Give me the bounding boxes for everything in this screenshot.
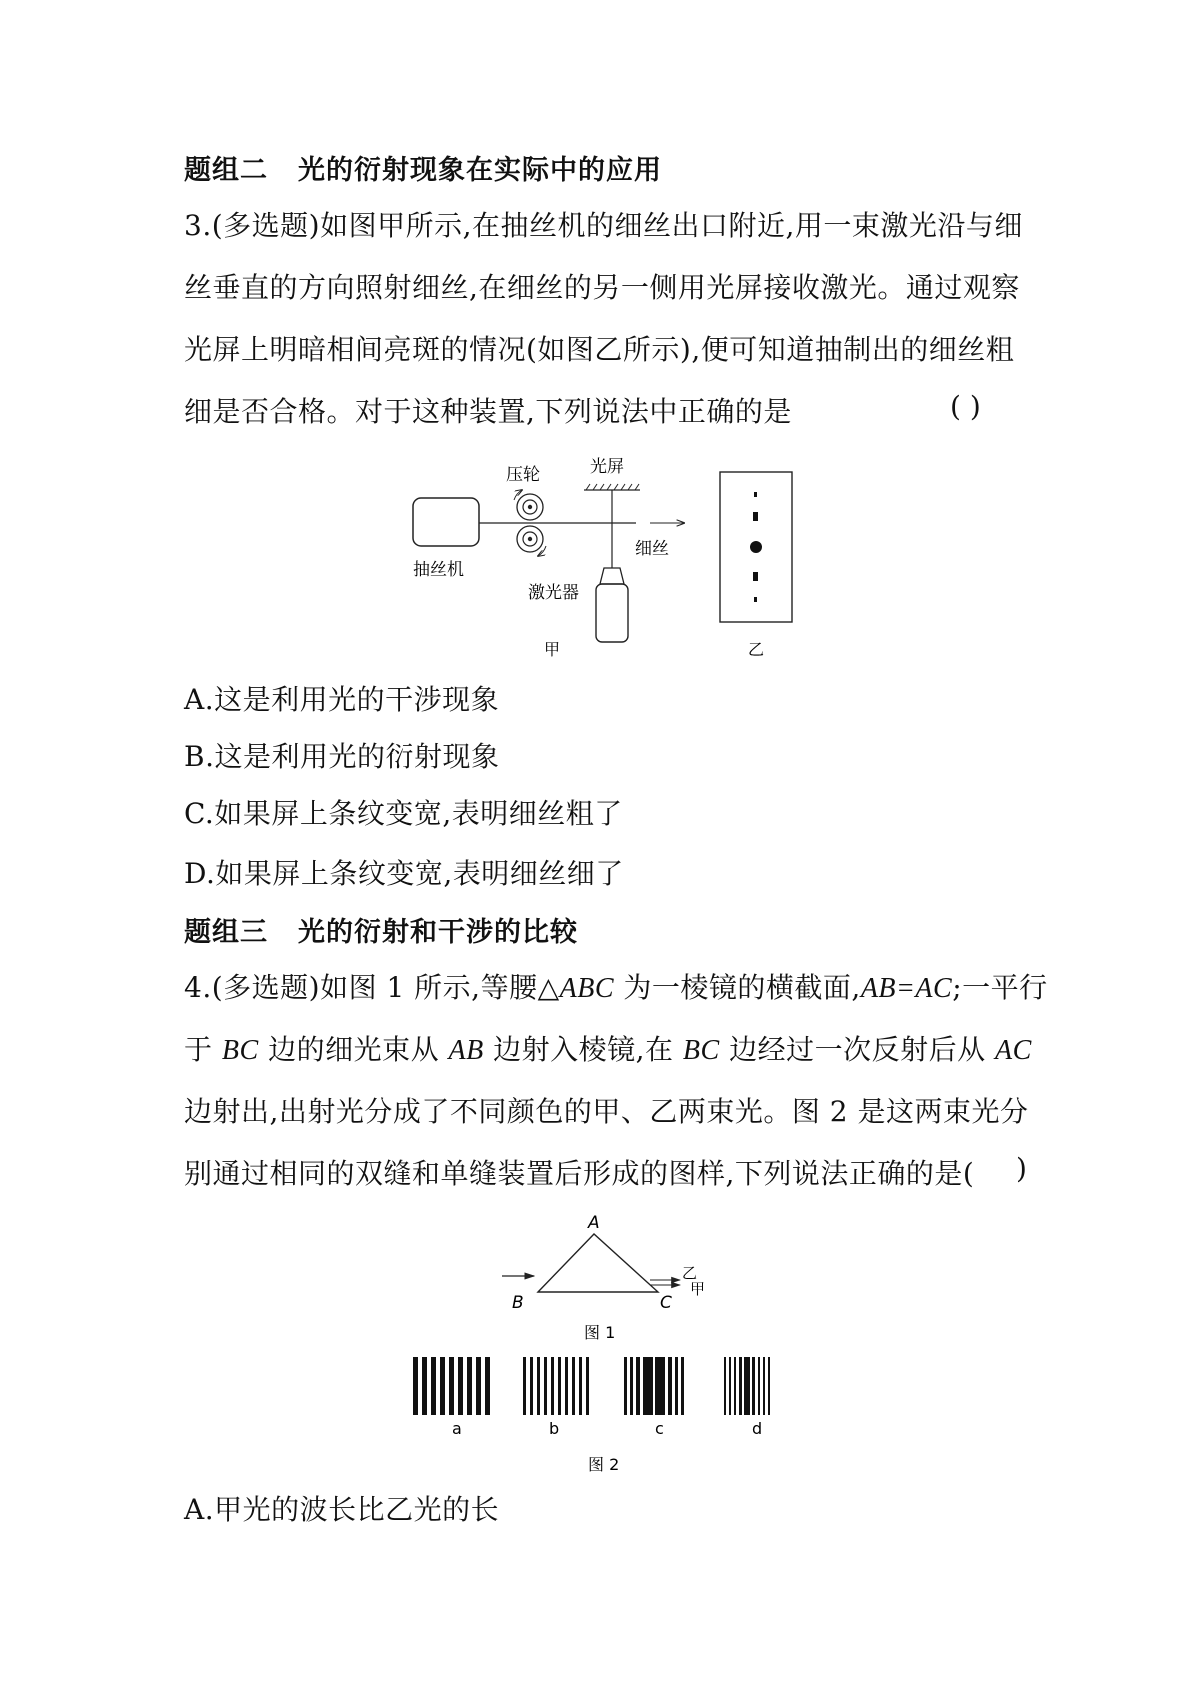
q4-edge-bc-2: BC xyxy=(682,1035,720,1066)
fringe-bar xyxy=(655,1357,665,1415)
fringe-bar xyxy=(440,1357,445,1415)
q3-figure xyxy=(400,440,820,660)
machine-label: 抽丝机 xyxy=(413,560,464,580)
fringe-bar xyxy=(734,1357,736,1415)
fringe-bar xyxy=(624,1357,627,1415)
q4-edge-ac: AC xyxy=(995,1035,1032,1066)
q4-equation-ab-ac: AB=AC xyxy=(860,973,953,1004)
fringe-bar xyxy=(485,1357,490,1415)
figure2-caption: 图 2 xyxy=(588,1455,620,1472)
fringe-bar xyxy=(729,1357,731,1415)
q3-answer-paren: ( ) xyxy=(950,390,981,423)
fringe-bar xyxy=(643,1357,653,1415)
group2-label: 题组二 xyxy=(184,155,268,186)
fringe-bar xyxy=(422,1357,427,1415)
q3-stem-line-3: 光屏上明暗相间亮斑的情况(如图乙所示),便可知道抽制出的细丝粗 xyxy=(184,333,1015,366)
q4-line2-text-b: 边的细光束从 xyxy=(258,1033,449,1066)
fringe-bar xyxy=(675,1357,678,1415)
fringe-bar xyxy=(537,1357,540,1415)
fringe-bar xyxy=(758,1357,760,1415)
q3-stem-line-1: 3.(多选题)如图甲所示,在抽丝机的细丝出口附近,用一束激光沿与细 xyxy=(184,209,1023,242)
fringe-bar xyxy=(630,1357,633,1415)
pattern-label-c: c xyxy=(655,1419,664,1438)
screen-label: 光屏 xyxy=(590,457,624,477)
q3-option-c: C.如果屏上条纹变宽,表明细丝粗了 xyxy=(184,797,623,830)
q4-stem-line-2 xyxy=(184,1028,1032,1068)
beam-yi-label: 乙 xyxy=(682,1264,698,1282)
vertex-a-label: A xyxy=(588,1213,600,1233)
caption-jia: 甲 xyxy=(544,640,561,659)
fringe-pattern-c xyxy=(624,1357,684,1415)
fringe-bar xyxy=(558,1357,561,1415)
fringe-pattern-d xyxy=(724,1357,770,1415)
fringe-bar xyxy=(458,1357,463,1415)
laser-label: 激光器 xyxy=(528,583,579,603)
fringe-bar xyxy=(681,1357,684,1415)
pattern-label-b: b xyxy=(549,1419,560,1438)
fringe-bar xyxy=(752,1357,755,1415)
fringe-bar xyxy=(413,1357,418,1415)
q4-stem-line-3: 边射出,出射光分成了不同颜色的甲、乙两束光。图 2 是这两束光分 xyxy=(184,1095,1029,1128)
diffraction-spots xyxy=(750,492,762,602)
vertex-c-label: C xyxy=(660,1293,672,1313)
wire-drawing-machine-box xyxy=(413,498,479,546)
fringe-bar xyxy=(636,1357,640,1415)
q4-line2-text-d: 边经过一次反射后从 xyxy=(719,1033,996,1066)
q4-triangle-abc: ABC xyxy=(559,973,615,1004)
q3-stem-line-4: 细是否合格。对于这种装置,下列说法中正确的是 xyxy=(184,395,792,428)
fringe-bar xyxy=(467,1357,472,1415)
fringe-bar xyxy=(586,1357,589,1415)
q3-option-a: A.这是利用光的干涉现象 xyxy=(184,683,500,716)
pattern-label-d: d xyxy=(752,1419,763,1438)
q4-edge-bc-1: BC xyxy=(221,1035,259,1066)
fringe-bar xyxy=(724,1357,726,1415)
laser-device xyxy=(596,584,628,642)
fringe-bar xyxy=(449,1357,454,1415)
q3-stem-line-2: 丝垂直的方向照射细丝,在细丝的另一侧用光屏接收激光。通过观察 xyxy=(184,271,1020,304)
fringe-bar xyxy=(744,1357,750,1415)
fringe-bar xyxy=(431,1357,436,1415)
fringe-pattern-b xyxy=(523,1357,589,1415)
fringe-bar xyxy=(476,1357,481,1415)
fringe-bar xyxy=(739,1357,742,1415)
section-heading-group2 xyxy=(184,148,662,187)
q4-stem-line-1 xyxy=(184,966,1048,1006)
fringe-bar xyxy=(530,1357,533,1415)
fringe-bar xyxy=(551,1357,554,1415)
screen-hatch xyxy=(584,484,640,490)
figure1-caption: 图 1 xyxy=(584,1323,616,1340)
group2-title: 光的衍射现象在实际中的应用 xyxy=(298,155,662,186)
beam-jia-label: 甲 xyxy=(690,1280,706,1298)
q4-figure-2 xyxy=(410,1352,810,1472)
q4-stem-line-4: 别通过相同的双缝和单缝装置后形成的图样,下列说法正确的是( xyxy=(184,1157,975,1190)
fringe-bar xyxy=(763,1357,765,1415)
q4-line1-text-a: 4.(多选题)如图 1 所示,等腰△ xyxy=(184,971,560,1004)
group3-title: 光的衍射和干涉的比较 xyxy=(298,917,578,948)
q3-option-d: D.如果屏上条纹变宽,表明细丝细了 xyxy=(184,857,624,890)
fringe-bar xyxy=(572,1357,575,1415)
pressure-wheel-label: 压轮 xyxy=(506,465,540,485)
caption-yi: 乙 xyxy=(748,640,765,659)
fringe-pattern-a xyxy=(413,1357,490,1415)
q4-option-a: A.甲光的波长比乙光的长 xyxy=(184,1493,500,1526)
q4-answer-paren-close: ) xyxy=(1016,1152,1027,1185)
q4-line2-text-c: 边射入棱镜,在 xyxy=(483,1033,683,1066)
fringe-bar xyxy=(768,1357,770,1415)
fringe-bar xyxy=(523,1357,526,1415)
laser-nozzle xyxy=(600,568,624,584)
q3-option-b: B.这是利用光的衍射现象 xyxy=(184,740,500,773)
fringe-bar xyxy=(544,1357,547,1415)
group3-label: 题组三 xyxy=(184,917,268,948)
section-heading-group3 xyxy=(184,910,578,949)
fringe-bar xyxy=(579,1357,582,1415)
prism-triangle xyxy=(538,1234,658,1292)
fringe-bar xyxy=(668,1357,672,1415)
q4-line1-text-b: 为一棱镜的横截面, xyxy=(614,971,861,1004)
vertex-b-label: B xyxy=(512,1293,524,1313)
q4-line2-text-a: 于 xyxy=(184,1033,222,1066)
wire-label: 细丝 xyxy=(635,539,669,559)
q4-line1-text-c: ;一平行 xyxy=(952,971,1048,1004)
pattern-label-a: a xyxy=(452,1419,462,1438)
fringe-bar xyxy=(565,1357,568,1415)
q4-figure-1 xyxy=(490,1210,730,1340)
q4-edge-ab: AB xyxy=(448,1035,484,1066)
